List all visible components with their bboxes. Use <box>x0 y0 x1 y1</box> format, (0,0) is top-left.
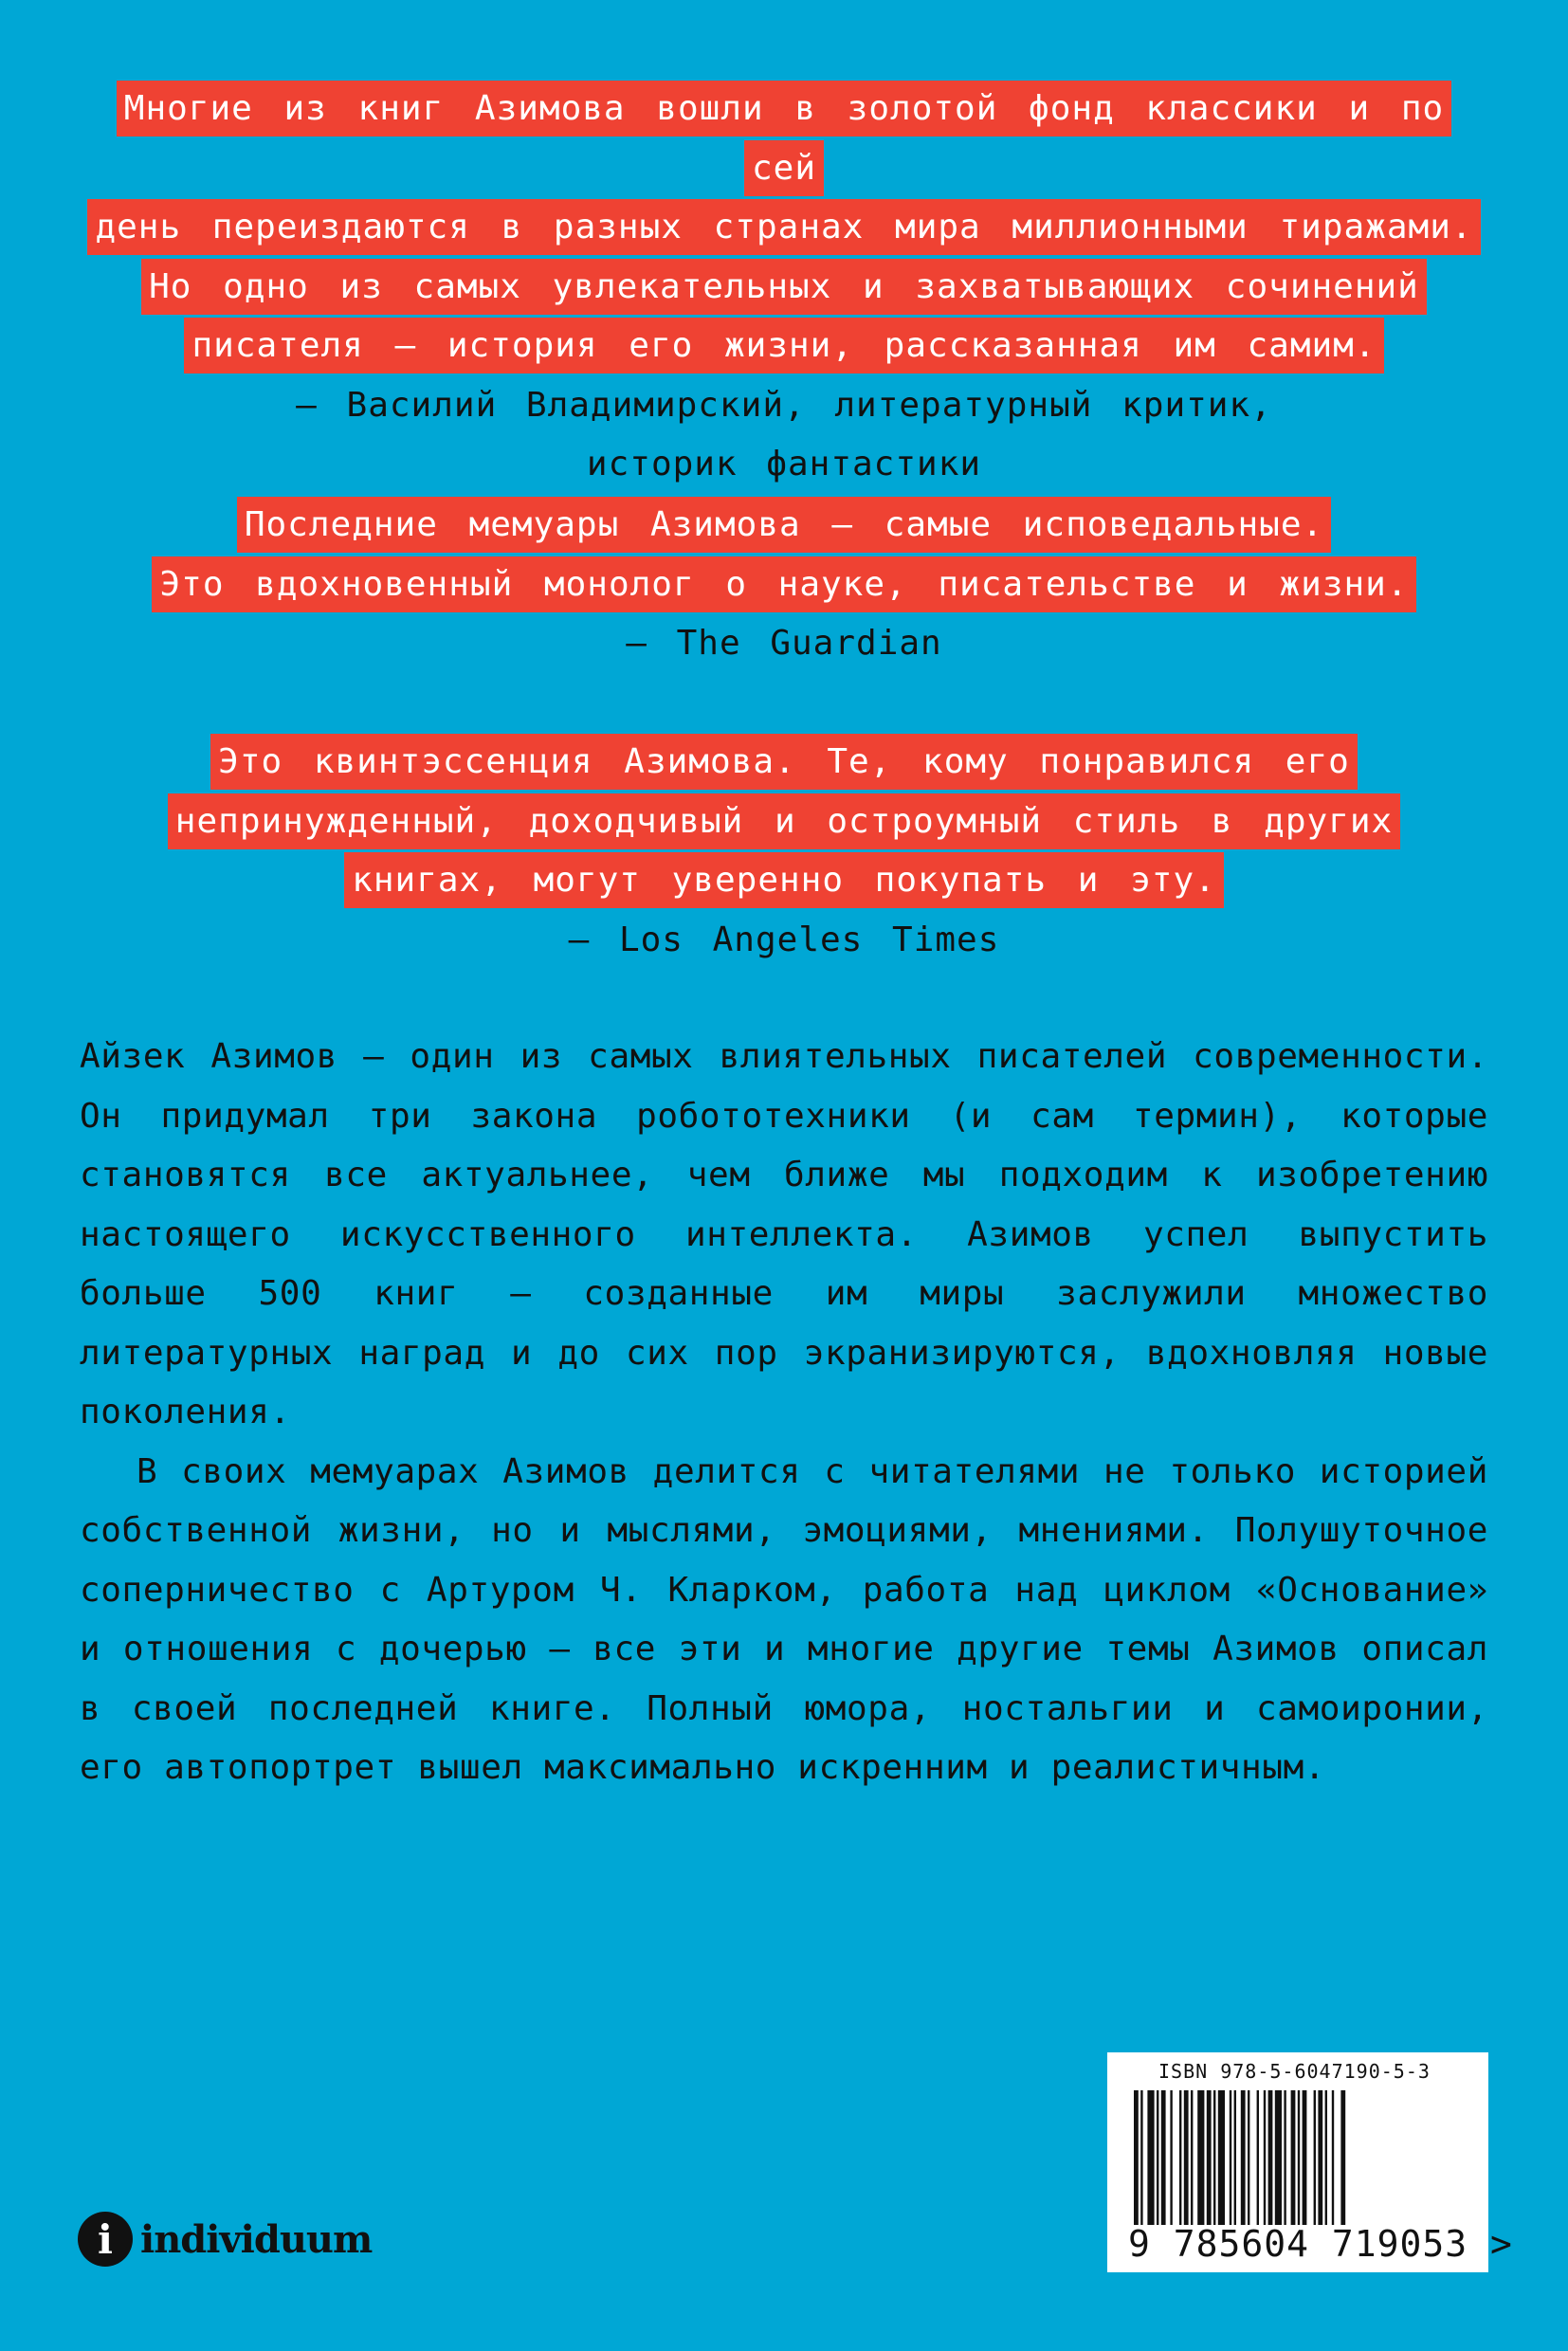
barcode-bar <box>1147 2090 1154 2225</box>
quote-1-attribution: — Василий Владимирский, литературный критик, <box>296 385 1272 425</box>
quote-1-attribution: историк фантастики <box>586 445 982 483</box>
quote-1-line: Многие из книг Азимова вошли в золотой фонд классики и по сей <box>117 81 1451 196</box>
barcode-bar <box>1161 2090 1166 2225</box>
isbn-barcode <box>1107 2052 1513 2272</box>
barcode-bar <box>1170 2090 1172 2225</box>
barcode-bar <box>1332 2090 1334 2225</box>
barcode-bar <box>1207 2090 1212 2225</box>
quote-3-attribution: — Los Angeles Times <box>568 920 1000 959</box>
barcode-bar <box>1234 2090 1236 2225</box>
barcode-bar <box>1230 2090 1231 2225</box>
barcode-bar <box>1134 2090 1139 2225</box>
quote-3-line: книгах, могут уверенно покупать и эту. <box>344 852 1224 908</box>
quote-1-line: писателя — история его жизни, рассказанная им самим. <box>184 318 1383 374</box>
barcode-bar <box>1218 2090 1225 2225</box>
barcode-bar <box>1241 2090 1246 2225</box>
barcode-digits: 9 785604 719053 > <box>1128 2223 1513 2265</box>
barcode-bar <box>1197 2090 1204 2225</box>
isbn-label: ISBN 978-5-6047190-5-3 <box>1158 2060 1431 2083</box>
barcode-bar <box>1340 2090 1345 2225</box>
barcode-bar <box>1284 2090 1285 2225</box>
description-paragraph: В своих мемуарах Азимов делится с читателями не только историей собственной жизни, но и мыслями, эмоциями, мнениями. Полушуточное соперничество с Артуром Ч. Кларком, работа над циклом «Основание» и отношения с дочерью — все эти и многие другие темы Азимов описал в своей последней книге. Полный юмора, ностальгии и самоиронии, его автопортрет вышел максимально искренним и реалистичным. <box>80 1451 1488 1787</box>
quote-2 <box>80 496 1488 674</box>
quote-2-line: Это вдохновенный монолог о науке, писательстве и жизни. <box>152 556 1415 612</box>
publisher-logo-icon: i <box>78 2212 133 2267</box>
publisher-logo <box>78 2212 372 2267</box>
barcode-icon <box>1134 2090 1462 2225</box>
barcode-bar <box>1275 2090 1282 2225</box>
barcode-bar <box>1257 2090 1259 2225</box>
quote-1 <box>80 80 1488 495</box>
quote-1-line: Но одно из самых увлекательных и захватывающих сочинений <box>141 259 1427 315</box>
description-paragraph: Айзек Азимов — один из самых влиятельных писателей современности. Он придумал три закона робототехники (и сам термин), которые становятся все актуальнее, чем ближе мы подходим к изобретению настоящего искусственного интеллекта. Азимов успел выпустить больше 500 книг — созданные им миры заслужили множество литературных наград и до сих пор экранизируются, вдохновляя новые поколения. <box>80 1037 1488 1431</box>
quote-2-line: Последние мемуары Азимова — самые исповедальные. <box>237 497 1331 553</box>
quote-3 <box>80 733 1488 970</box>
quote-2-attribution: — The Guardian <box>626 624 942 663</box>
barcode-bar <box>1318 2090 1322 2225</box>
barcode-bar <box>1213 2090 1215 2225</box>
barcode-bar <box>1314 2090 1316 2225</box>
barcode-bar <box>1298 2090 1300 2225</box>
barcode-bar <box>1303 2090 1307 2225</box>
barcode-bar <box>1191 2090 1193 2225</box>
publisher-name: individuum <box>140 2216 373 2262</box>
barcode-bar <box>1157 2090 1158 2225</box>
barcode-bar <box>1268 2090 1273 2225</box>
book-description <box>80 1028 1488 1798</box>
quote-3-line: Это квинтэссенция Азимова. Те, кому понравился его <box>210 734 1358 790</box>
barcode-bar <box>1248 2090 1249 2225</box>
barcode-bar <box>1140 2090 1142 2225</box>
barcode-bar <box>1264 2090 1266 2225</box>
barcode-bar <box>1325 2090 1327 2225</box>
barcode-bar <box>1184 2090 1189 2225</box>
quote-3-line: непринужденный, доходчивый и остроумный стиль в других <box>168 793 1400 849</box>
quote-1-line: день переиздаются в разных странах мира миллионными тиражами. <box>87 199 1480 255</box>
barcode-bar <box>1291 2090 1296 2225</box>
barcode-bar <box>1179 2090 1181 2225</box>
